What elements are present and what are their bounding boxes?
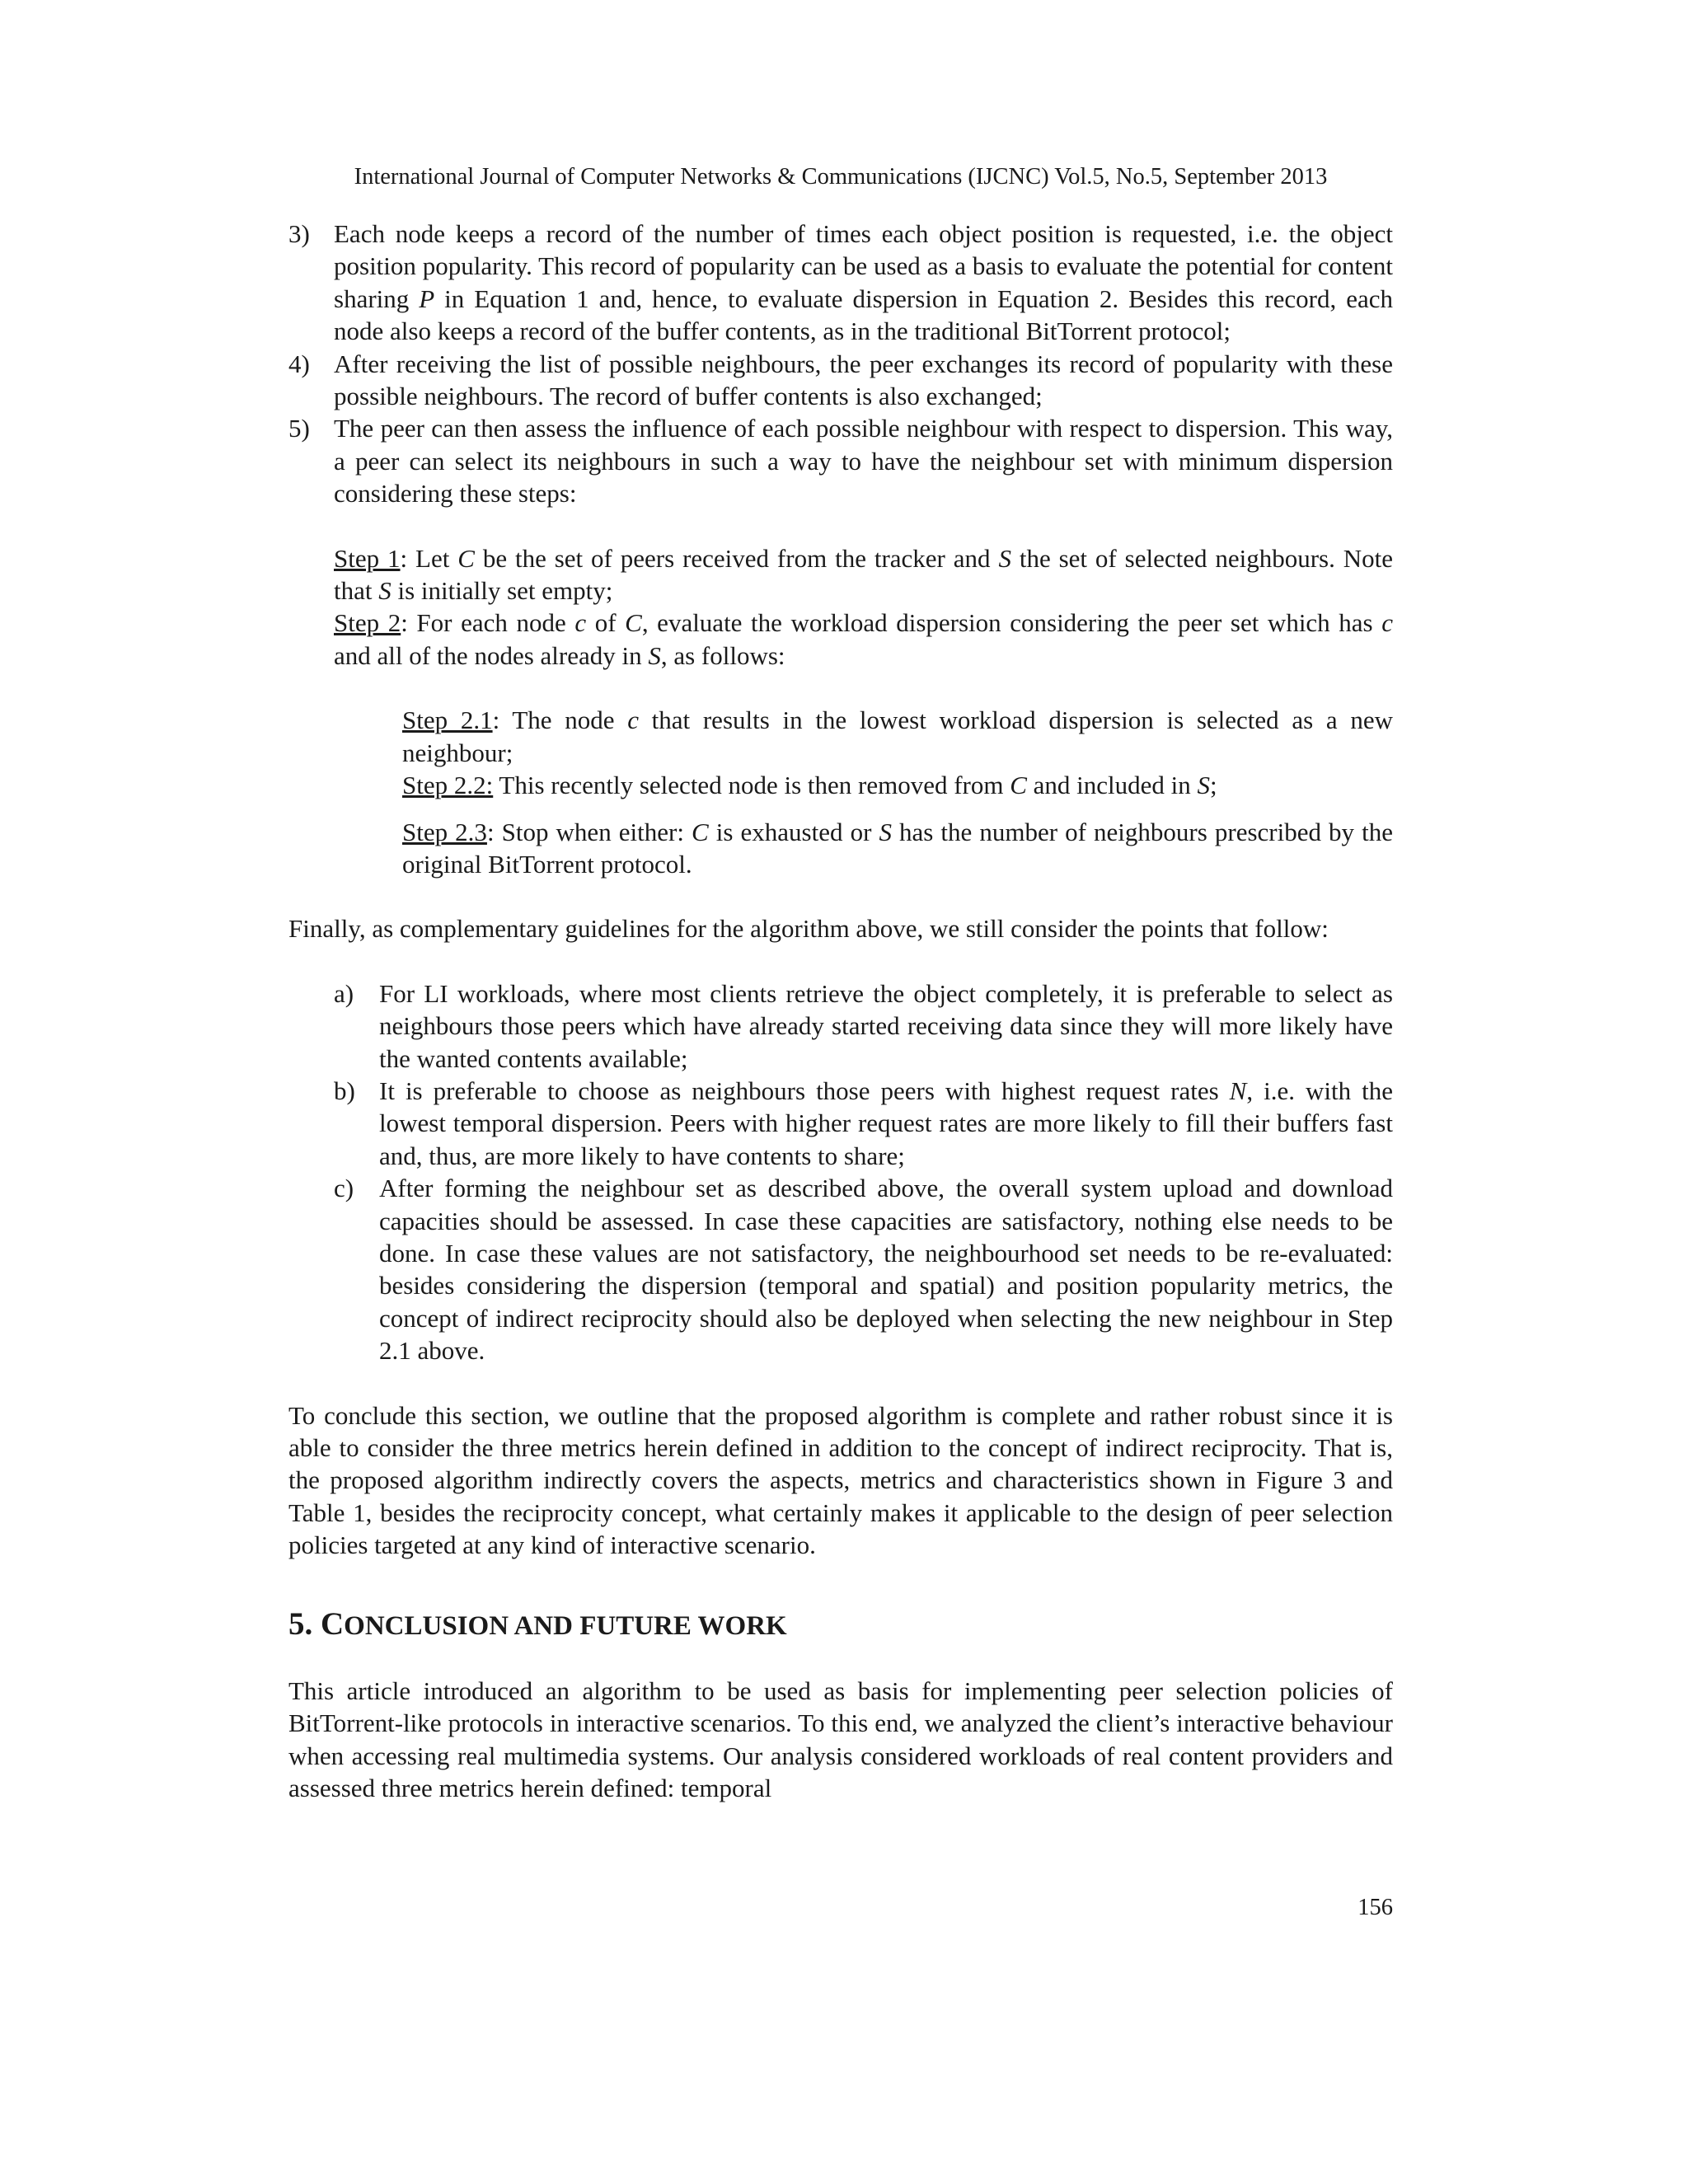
page-number: 156 — [1357, 1895, 1393, 1920]
page-body — [288, 218, 1393, 1805]
finally-paragraph: Finally, as complementary guidelines for the algorithm above, we still consider the points that follow: — [288, 914, 1329, 944]
list-item: a) For LI workloads, where most clients retrieve the object completely, it is preferable to select as neighbours those peers which have already started receiving data since they will more likely have the wanted contents available; — [334, 978, 1393, 1073]
guidelines-list — [288, 977, 1393, 1367]
list-item: 5) The peer can then assess the influence of each possible neighbour with respect to dispersion. This way, a peer can select its neighbours in such a way to have the neighbour set with minimum dispersion considering these steps: — [288, 414, 1393, 509]
conclude-paragraph: To conclude this section, we outline that the proposed algorithm is complete and rather robust since it is able to consider the three metrics herein defined in addition to the concept of indirect reciprocity. That is, the proposed algorithm indirectly covers the aspects, metrics and characteristics shown in Figure 3 and Table 1, besides the reciprocity concept, what certainly makes it applicable to the design of peer selection policies targeted at any kind of interactive scenario. — [288, 1400, 1393, 1560]
section-paragraph: This article introduced an algorithm to be used as basis for implementing peer selection policies of BitTorrent-like protocols in interactive scenarios. To this end, we analyzed the client’s interactive behaviour when accessing real multimedia systems. Our analysis considered workloads of real content providers and assessed three metrics herein defined: temporal — [288, 1676, 1393, 1803]
list-letter: b) — [334, 1076, 355, 1105]
algorithm-steps — [334, 542, 1393, 673]
step-2-3: Step 2.3: Stop when either: C is exhausted or S has the number of neighbours prescribed by the original BitTorrent protocol. — [402, 817, 1393, 879]
list-letter: c) — [334, 1174, 354, 1203]
step-2-2: Step 2.2: This recently selected node is then removed from C and included in S; — [402, 771, 1217, 800]
list-letter: a) — [334, 978, 354, 1008]
section-heading: 5. CONCLUSION AND FUTURE WORK — [288, 1605, 787, 1642]
step-2: Step 2: For each node c of C, evaluate the workload dispersion considering the peer set which has c and all of the nodes already in S, as follows: — [334, 608, 1393, 670]
step-2-1: Step 2.1: The node c that results in the lowest workload dispersion is selected as a new neighbour; — [402, 705, 1393, 767]
algorithm-substeps — [402, 704, 1393, 880]
list-item: b) It is preferable to choose as neighbours those peers with highest request rates N, i.e. with the lowest temporal dispersion. Peers with higher request rates are more likely to fill their buffers fast and, thus, are more likely to have contents to share; — [334, 1076, 1393, 1170]
list-number: 3) — [288, 219, 310, 248]
numbered-list — [288, 218, 1393, 510]
list-item: 3) Each node keeps a record of the number of times each object position is requested, i.e. the object position popularity. This record of popularity can be used as a basis to evaluate the potential for content sharing P in Equation 1 and, hence, to evaluate dispersion in Equation 2. Besides this record, each node also keeps a record of the buffer contents, as in the traditional BitTorrent protocol; — [288, 219, 1393, 346]
step-1: Step 1: Let C be the set of peers received from the tracker and S the set of selected neighbours. Note that S is initially set empty; — [334, 543, 1394, 606]
list-number: 4) — [288, 349, 310, 378]
list-number: 5) — [288, 414, 310, 443]
list-item: 4) After receiving the list of possible neighbours, the peer exchanges its record of popularity with these possible neighbours. The record of buffer contents is also exchanged; — [288, 349, 1393, 411]
journal-header: International Journal of Computer Networks & Communications (IJCNC) Vol.5, No.5, September 2013 — [354, 164, 1328, 190]
list-item: c) After forming the neighbour set as described above, the overall system upload and download capacities should be assessed. In case these capacities are satisfactory, nothing else needs to be done. In case these values are not satisfactory, the neighbourhood set needs to be re-evaluated: besides considering the dispersion (temporal and spatial) and position popularity metrics, the concept of indirect reciprocity should also be deployed when selecting the new neighbour in Step 2.1 above. — [334, 1174, 1393, 1366]
